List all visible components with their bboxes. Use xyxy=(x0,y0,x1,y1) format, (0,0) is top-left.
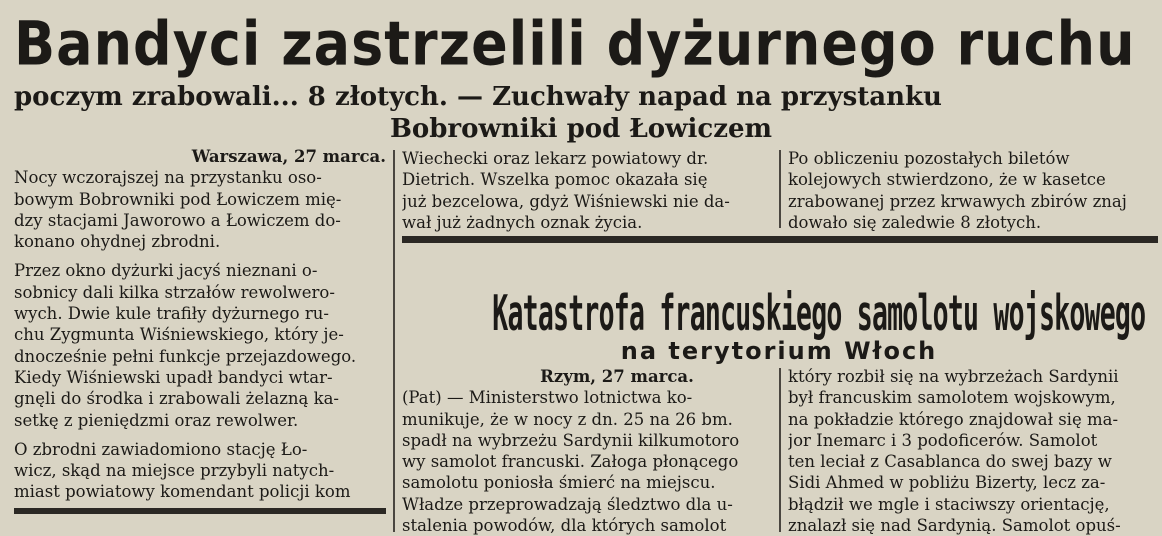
section-rule xyxy=(402,236,1158,243)
text-line: Kiedy Wiśniewski upadł bandyci wtar- xyxy=(14,367,333,387)
text-line: dzy stacjami Jaworowo a Łowiczem do- xyxy=(14,210,341,230)
main-headline: Bandyci zastrzelili dyżurnego ruchu xyxy=(14,8,1136,80)
article-2-dateline: Rzym, 27 marca. xyxy=(540,367,694,386)
text-line: dowało się zaledwie 8 złotych. xyxy=(788,212,1042,232)
text-line: Władze przeprowadzają śledztwo dla u- xyxy=(402,494,733,514)
text-line: zrabowanej przez krwawych zbirów znaj xyxy=(788,191,1127,211)
article-2-column-1 xyxy=(402,366,772,536)
column-divider xyxy=(779,368,781,532)
text-line: Po obliczeniu pozostałych biletów xyxy=(788,149,1070,168)
text-line: kolejowych stwierdzono, że w kasetce xyxy=(788,170,1106,190)
text-line: stalenia powodów, dla których samolot xyxy=(402,516,727,536)
text-line: spadł na wybrzeżu Sardynii kilkumotoro xyxy=(402,430,740,450)
text-line: ten leciał z Casablanca do swej bazy w xyxy=(788,452,1112,472)
article-1-column-3 xyxy=(788,148,1156,233)
column-divider xyxy=(779,150,781,228)
text-line: dnocześnie pełni funkcje przejazdowego. xyxy=(14,346,357,366)
text-line: Przez okno dyżurki jacyś nieznani o- xyxy=(14,261,318,281)
text-line: Nocy wczorajszej na przystanku oso- xyxy=(14,168,322,188)
section-rule xyxy=(14,508,386,514)
text-line: miast powiatowy komendant policji kom xyxy=(14,482,351,502)
text-line: O zbrodni zawiadomiono stację Ło- xyxy=(14,439,308,459)
article-1-dateline: Warszawa, 27 marca. xyxy=(191,147,386,166)
text-line: Dietrich. Wszelka pomoc okazała się xyxy=(402,170,708,190)
column-divider xyxy=(393,150,395,532)
text-line: na pokładzie którego znajdował się ma- xyxy=(788,409,1119,429)
article-1-column-2 xyxy=(402,148,772,233)
text-line: bowym Bobrowniki pod Łowiczem mię- xyxy=(14,189,342,209)
text-line: wicz, skąd na miejsce przybyli natych- xyxy=(14,461,335,481)
text-line: wy samolot francuski. Załoga płonącego xyxy=(402,452,739,472)
text-line: który rozbił się na wybrzeżach Sardynii xyxy=(788,367,1119,386)
text-line: Wiechecki oraz lekarz powiatowy dr. xyxy=(402,149,709,168)
text-line: już bezcelowa, gdyż Wiśniewski nie da- xyxy=(402,191,730,211)
text-line: (Pat) — Ministerstwo lotnictwa ko- xyxy=(402,388,693,408)
article-2-headline: Katastrofa francuskiego samolotu wojskowego xyxy=(492,285,1146,343)
paragraph-gap xyxy=(14,252,386,260)
article-1-column-1 xyxy=(14,146,386,503)
text-line: konano ohydnej zbrodni. xyxy=(14,232,221,252)
paragraph-gap xyxy=(14,431,386,439)
text-line: munikuje, że w nocy z dn. 25 na 26 bm. xyxy=(402,409,733,429)
text-line: wał już żadnych oznak życia. xyxy=(402,212,643,232)
text-line: samolotu poniosła śmierć na miejscu. xyxy=(402,473,716,493)
text-line: chu Zygmunta Wiśniewskiego, który je- xyxy=(14,325,344,345)
text-line: setkę z pieniędzmi oraz rewolwer. xyxy=(14,410,299,430)
article-2-column-1-text xyxy=(402,387,772,536)
text-line: gnęli do środka i zrabowali żelazną ka- xyxy=(14,389,340,409)
article-2-column-2 xyxy=(788,366,1156,536)
article-1-column-1-text xyxy=(14,167,386,502)
text-line: znalazł się nad Sardynią. Samolot opuś- xyxy=(788,516,1121,536)
subheadline-line-2: Bobrowniki pod Łowiczem xyxy=(389,114,773,144)
subheadline-line-1: poczym zrabowali... 8 złotych. — Zuchwały napad na przystanku xyxy=(14,82,942,112)
text-line: wych. Dwie kule trafiły dyżurnego ru- xyxy=(14,304,329,324)
article-2-subheadline: na terytorium Włoch xyxy=(620,337,938,365)
text-line: jor Inemarc i 3 podoficerów. Samolot xyxy=(788,430,1098,450)
text-line: sobnicy dali kilka strzałów rewolwero- xyxy=(14,282,335,302)
text-line: błądził we mgle i staciwszy orientację, xyxy=(788,494,1110,514)
text-line: był francuskim samolotem wojskowym, xyxy=(788,388,1116,408)
text-line: Sidi Ahmed w pobliżu Bizerty, lecz za- xyxy=(788,473,1106,493)
